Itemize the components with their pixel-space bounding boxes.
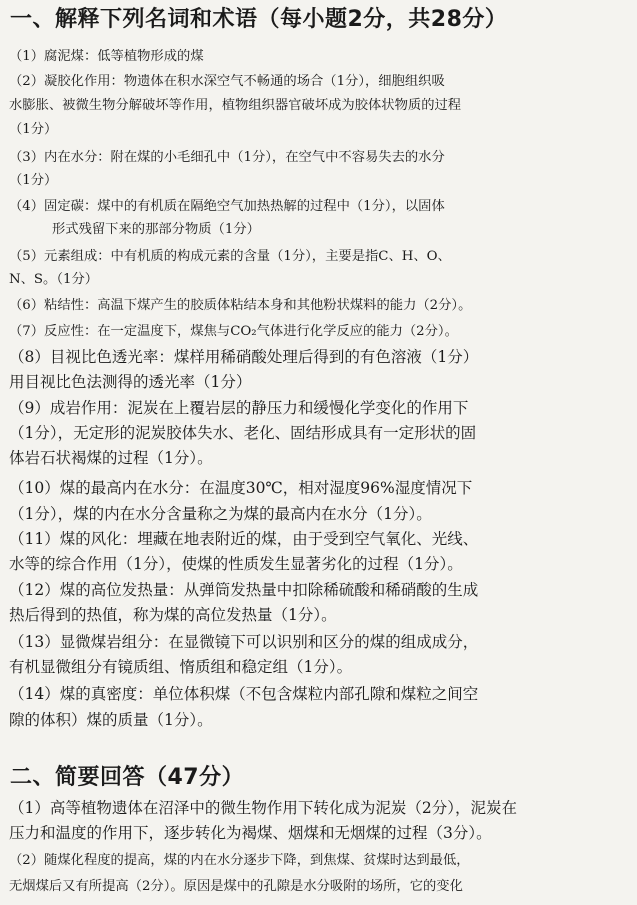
text-line: （4）固定碳：煤中的有机质在隔绝空气加热热解的过程中（1分），以固体 [9, 199, 445, 214]
text-line: 形式残留下来的那部分物质（1分） [52, 222, 260, 237]
text-line: 体岩石状褐煤的过程（1分）。 [9, 449, 213, 467]
text-line: （1分），煤的内在水分含量称之为煤的最高内在水分（1分）。 [9, 505, 432, 523]
text-line: N、S。（1分） [9, 272, 99, 287]
text-line: （7）反应性：在一定温度下，煤焦与CO₂气体进行化学反应的能力（2分）。 [9, 324, 458, 339]
text-line: （3）内在水分：附在煤的小毛细孔中（1分），在空气中不容易失去的水分 [9, 150, 445, 165]
text-line: 热后得到的热值，称为煤的高位发热量（1分）。 [9, 606, 337, 624]
text-line: （1分） [9, 173, 58, 188]
text-line: 隙的体积）煤的质量（1分）。 [9, 711, 213, 729]
text-line: 有机显微组分有镜质组、惰质组和稳定组（1分）。 [9, 658, 353, 676]
text-line: （6）粘结性：高温下煤产生的胶质体粘结本身和其他粉状煤料的能力（2分）。 [9, 298, 472, 313]
text-line: （1分），无定形的泥炭胶体失水、老化、固结形成具有一定形状的固 [9, 424, 477, 442]
section2-heading: 二、简要回答（47分） [10, 765, 245, 790]
text-line: （8）目视比色透光率：煤样用稀硝酸处理后得到的有色溶液（1分） [9, 348, 479, 366]
text-line: （13）显微煤岩组分：在显微镜下可以识别和区分的煤的组成成分， [9, 633, 479, 651]
section1-heading: 一、解释下列名词和术语（每小题2分，共28分） [10, 7, 508, 32]
text-line: 水膨胀、被微生物分解破坏等作用，植物组织器官破坏成为胶体状物质的过程 [9, 98, 462, 113]
text-line: （2）随煤化程度的提高，煤的内在水分逐步下降，到焦煤、贫煤时达到最低， [9, 853, 470, 868]
text-line: （14）煤的真密度：单位体积煤（不包含煤粒内部孔隙和煤粒之间空 [9, 685, 479, 703]
text-line: （12）煤的高位发热量：从弹筒发热量中扣除稀硫酸和稀硝酸的生成 [9, 581, 479, 599]
text-line: （2）凝胶化作用：物遗体在积水深空气不畅通的场合（1分），细胞组织吸 [9, 74, 445, 89]
text-line: （1）腐泥煤：低等植物形成的煤 [9, 49, 204, 64]
text-line: 无烟煤后又有所提高（2分）。原因是煤中的孔隙是水分吸附的场所，它的变化 [9, 879, 463, 894]
text-line: （9）成岩作用：泥炭在上覆岩层的静压力和缓慢化学变化的作用下 [9, 399, 469, 417]
text-line: 压力和温度的作用下，逐步转化为褐煤、烟煤和无烟煤的过程（3分）。 [9, 824, 492, 842]
text-line: （5）元素组成：中有机质的构成元素的含量（1分），主要是指C、H、O、 [9, 249, 451, 264]
text-line: （10）煤的最高内在水分：在温度30℃，相对湿度96%湿度情况下 [9, 479, 473, 497]
text-line: （11）煤的风化：埋藏在地表附近的煤，由于受到空气氧化、光线、 [9, 530, 479, 548]
text-line: 水等的综合作用（1分），使煤的性质发生显著劣化的过程（1分）。 [9, 555, 463, 573]
text-line: （1分） [9, 122, 58, 137]
text-line: （1）高等植物遗体在沼泽中的微生物作用下转化成为泥炭（2分），泥炭在 [9, 799, 517, 817]
text-line: 用目视比色法测得的透光率（1分） [9, 373, 252, 391]
